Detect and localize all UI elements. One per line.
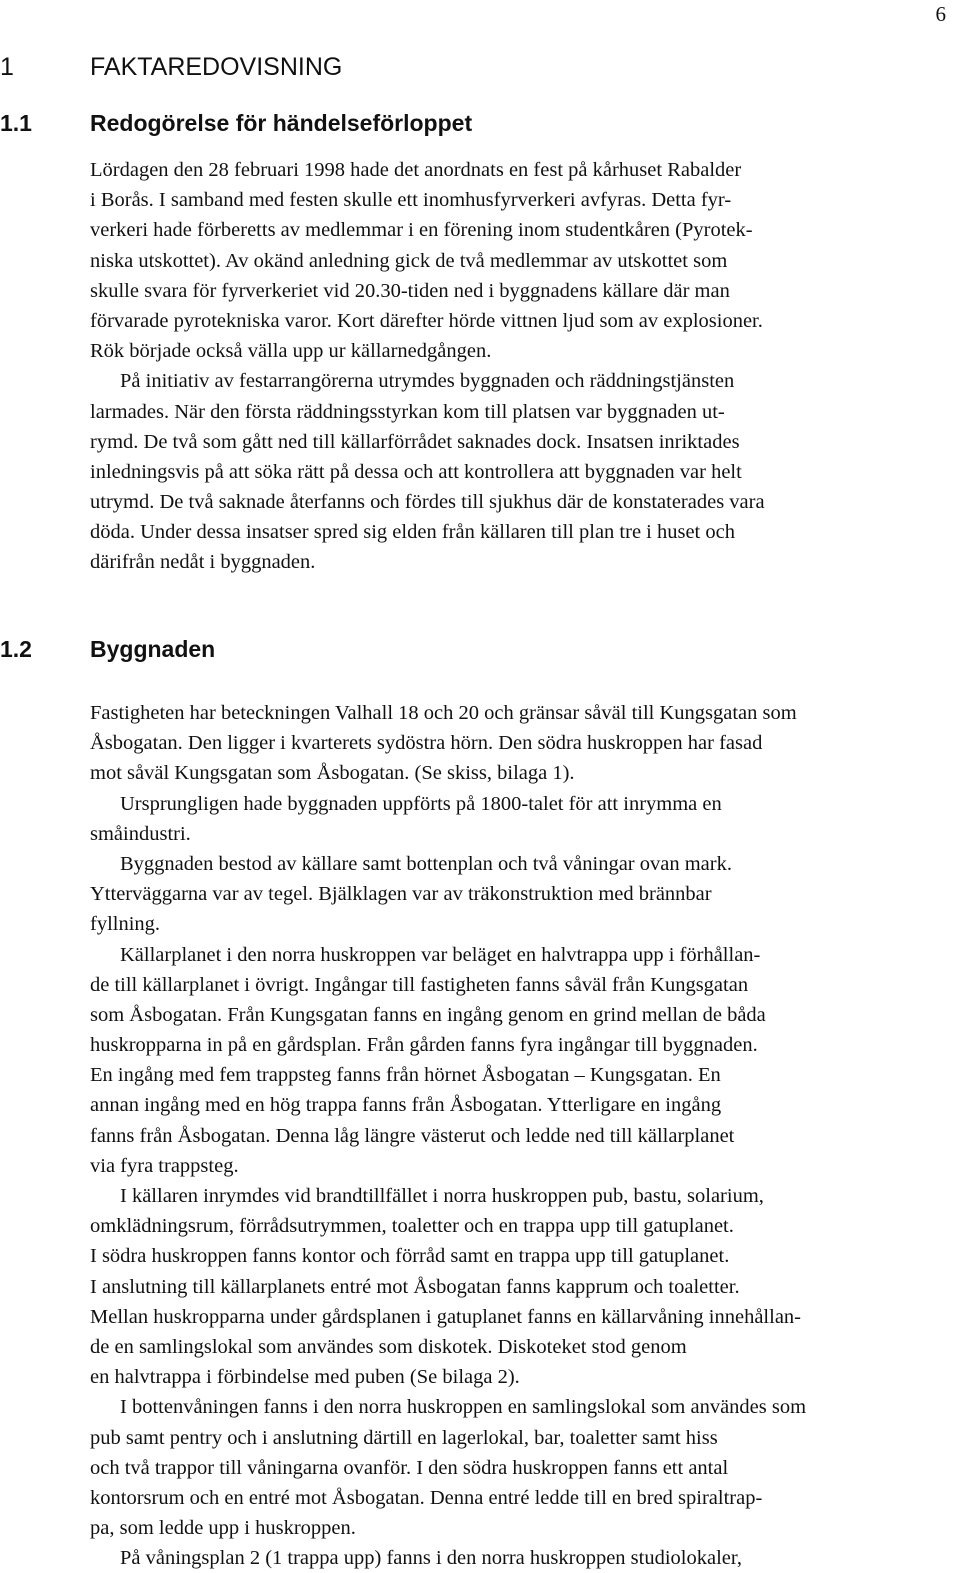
text-line: verkeri hade förberetts av medlemmar i en förening inom studentkåren (Pyrotek- <box>90 219 753 242</box>
text-line: Lördagen den 28 februari 1998 hade det anordnats en fest på kårhuset Rabalder <box>90 159 742 181</box>
section-title: Redogörelse för händelseförloppet <box>90 110 473 136</box>
chapter-number: 1 <box>0 53 14 81</box>
text-line: Ursprungligen hade byggnaden uppförts på 1800-talet för att inrymma en <box>120 792 722 815</box>
section-number: 1.2 <box>0 636 32 662</box>
text-line: som Åsbogatan. Från Kungsgatan fanns en ingång genom en grind mellan de båda <box>90 1003 766 1026</box>
text-line: småindustri. <box>90 822 191 845</box>
section-heading-1-2 <box>0 636 215 663</box>
chapter-title: FAKTAREDOVISNING <box>90 53 343 81</box>
section-1-2-body <box>90 698 960 1573</box>
text-line: de en samlingslokal som användes som diskotek. Diskoteket stod genom <box>90 1335 687 1358</box>
text-line: en halvtrappa i förbindelse med puben (Se bilaga 2). <box>90 1366 520 1389</box>
text-line: mot såväl Kungsgatan som Åsbogatan. (Se skiss, bilaga 1). <box>90 762 575 785</box>
section-heading-1-1 <box>0 110 472 137</box>
section-title: Byggnaden <box>90 636 216 662</box>
text-line: skulle svara för fyrverkeriet vid 20.30-tiden ned i byggnadens källare där man <box>90 279 730 302</box>
section-number: 1.1 <box>0 110 32 136</box>
text-line: kontorsrum och en entré mot Åsbogatan. Denna entré ledde till en bred spiraltrap- <box>90 1486 763 1509</box>
text-line: pub samt pentry och i anslutning därtill en lagerlokal, bar, toaletter samt hiss <box>90 1426 718 1449</box>
text-line: Källarplanet i den norra huskroppen var beläget en halvtrappa upp i förhållan- <box>120 943 761 966</box>
text-line: På våningsplan 2 (1 trappa upp) fanns i den norra huskroppen studiolokaler, <box>120 1547 743 1570</box>
text-line: Mellan huskropparna under gårdsplanen i gatuplanet fanns en källarvåning innehållan- <box>90 1305 801 1328</box>
section-1-1-body <box>90 155 960 578</box>
text-line: därifrån nedåt i byggnaden. <box>90 551 316 574</box>
text-line: via fyra trappsteg. <box>90 1154 239 1177</box>
text-line: inledningsvis på att söka rätt på dessa och att kontrollera att byggnaden var helt <box>90 460 742 483</box>
text-line: och två trappor till våningarna ovanför. I den södra huskroppen fanns ett antal <box>90 1456 729 1479</box>
text-line: de till källarplanet i övrigt. Ingångar till fastigheten fanns såväl från Kungsgatan <box>90 973 749 996</box>
text-line: döda. Under dessa insatser spred sig elden från källaren till plan tre i huset och <box>90 521 735 544</box>
text-line: I bottenvåningen fanns i den norra huskroppen en samlingslokal som användes som <box>120 1396 807 1419</box>
text-line: förvarade pyrotekniska varor. Kort därefter hörde vittnen ljud som av explosioner. <box>90 309 763 332</box>
text-line: omklädningsrum, förrådsutrymmen, toaletter och en trappa upp till gatuplanet. <box>90 1215 734 1238</box>
text-line: I södra huskroppen fanns kontor och förråd samt en trappa upp till gatuplanet. <box>90 1245 730 1268</box>
text-line: Rök började också välla upp ur källarnedgången. <box>90 340 492 363</box>
text-line: larmades. När den första räddningsstyrkan kom till platsen var byggnaden ut- <box>90 400 725 423</box>
text-line: niska utskottet). Av okänd anledning gick de två medlemmar av utskottet som <box>90 249 728 272</box>
text-line: Byggnaden bestod av källare samt bottenplan och två våningar ovan mark. <box>120 852 732 875</box>
text-line: I anslutning till källarplanets entré mot Åsbogatan fanns kapprum och toaletter. <box>90 1275 740 1298</box>
text-line: På initiativ av festarrangörerna utrymdes byggnaden och räddningstjänsten <box>120 370 735 393</box>
text-line: En ingång med fem trappsteg fanns från hörnet Åsbogatan – Kungsgatan. En <box>90 1064 721 1087</box>
text-line: Ytterväggarna var av tegel. Bjälklagen var av träkonstruktion med brännbar <box>90 883 712 906</box>
text-line: Åsbogatan. Den ligger i kvarterets sydöstra hörn. Den södra huskroppen har fasad <box>90 732 763 755</box>
text-line: I källaren inrymdes vid brandtillfället i norra huskroppen pub, bastu, solarium, <box>120 1185 764 1207</box>
text-line: Fastigheten har beteckningen Valhall 18 och 20 och gränsar såväl till Kungsgatan som <box>90 702 797 724</box>
text-line: fanns från Åsbogatan. Denna låg längre västerut och ledde ned till källarplanet <box>90 1124 735 1147</box>
chapter-heading <box>0 53 342 82</box>
text-line: pa, som ledde upp i huskroppen. <box>90 1517 356 1540</box>
page-number: 6 <box>935 2 946 26</box>
text-line: huskropparna in på en gårdsplan. Från gården fanns fyra ingångar till byggnaden. <box>90 1034 758 1057</box>
text-line: annan ingång med en hög trappa fanns från Åsbogatan. Ytterligare en ingång <box>90 1094 722 1117</box>
text-line: utrymd. De två saknade återfanns och fördes till sjukhus där de konstaterades vara <box>90 491 765 514</box>
text-line: i Borås. I samband med festen skulle ett inomhusfyrverkeri avfyras. Detta fyr- <box>90 189 732 212</box>
text-line: fyllning. <box>90 913 161 936</box>
text-line: rymd. De två som gått ned till källarförrådet saknades dock. Insatsen inriktades <box>90 430 740 453</box>
